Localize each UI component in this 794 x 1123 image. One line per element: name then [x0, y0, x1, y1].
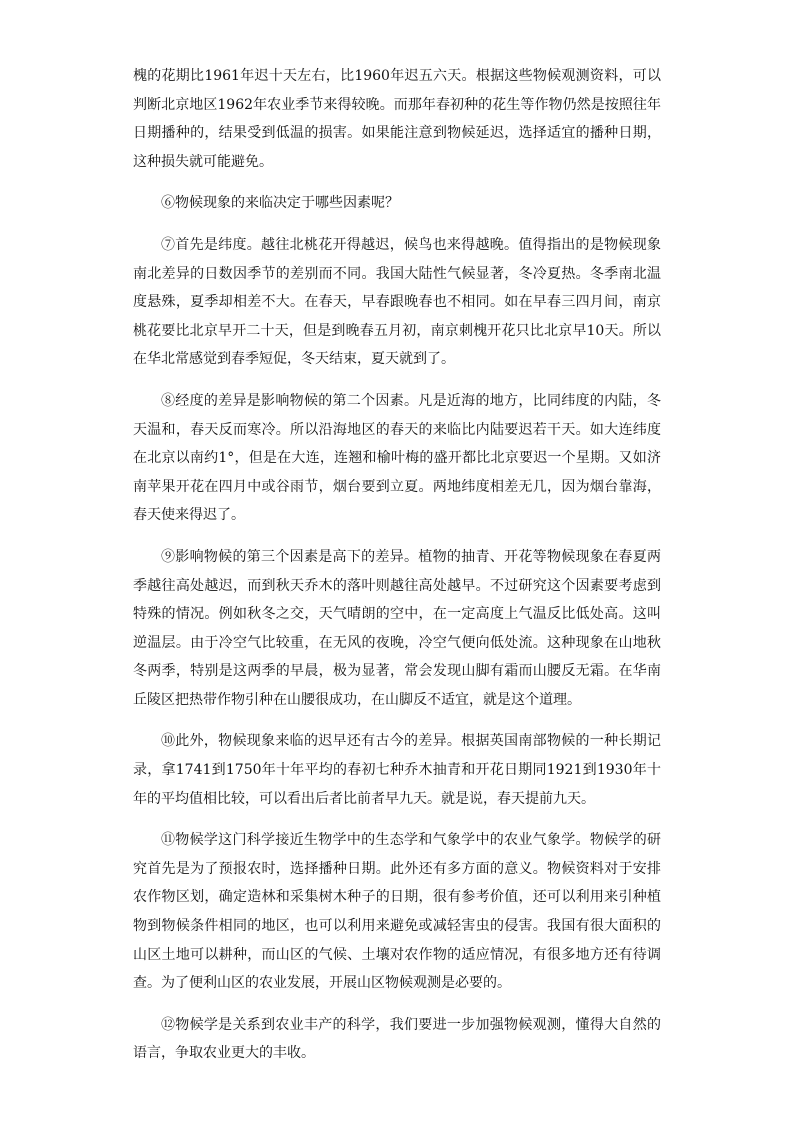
- paragraph-10: ⑩此外，物候现象来临的迟早还有古今的差异。根据英国南部物候的一种长期记录，拿1741到1750年十年平均的春初七种乔木抽青和开花日期同1921到1930年十年的平均值相比较，可以看出后者比前者早九天。就是说，春天提前九天。: [133, 733, 661, 807]
- paragraph-12: ⑫物候学是关系到农业丰产的科学，我们要进一步加强物候观测，懂得大自然的语言，争取农业更大的丰收。: [133, 1016, 661, 1062]
- paragraph-9: ⑨影响物候的第三个因素是高下的差异。植物的抽青、开花等物候现象在春夏两季越往高处越迟，而到秋天乔木的落叶则越往高处越早。不过研究这个因素要考虑到特殊的情况。例如秋冬之交，天气晴朗的空中，在一定高度上气温反比低处高。这叫逆温层。由于冷空气比较重，在无风的夜晚，冷空气便向低处流。这种现象在山地秋冬两季，特别是这两季的早晨，极为显著，常会发现山脚有霜而山腰反无霜。在华南丘陵区把热带作物引种在山腰很成功，在山脚反不适宜，就是这个道理。: [133, 548, 661, 708]
- paragraph-continued: 槐的花期比1961年迟十天左右，比1960年迟五六天。根据这些物候观测资料，可以判断北京地区1962年农业季节来得较晚。而那年春初种的花生等作物仍然是按照往年日期播种的，结果受到低温的损害。如果能注意到物候延迟，选择适宜的播种日期，这种损失就可能避免。: [133, 68, 661, 170]
- paragraph-8: ⑧经度的差异是影响物候的第二个因素。凡是近海的地方，比同纬度的内陆，冬天温和，春天反而寒冷。所以沿海地区的春天的来临比内陆要迟若干天。如大连纬度在北京以南约1°，但是在大连，连翘和榆叶梅的盛开都比北京要迟一个星期。又如济南苹果开花在四月中或谷雨节，烟台要到立夏。两地纬度相差无几，因为烟台靠海，春天使来得迟了。: [133, 392, 661, 524]
- document-body: [133, 62, 661, 1081]
- paragraph-11: ⑪物候学这门科学接近生物学中的生态学和气象学中的农业气象学。物候学的研究首先是为了预报农时，选择播种日期。此外还有多方面的意义。物候资料对于安排农作物区划，确定造林和采集树木种子的日期，很有参考价值，还可以利用来引种植物到物候条件相同的地区，也可以利用来避免或减轻害虫的侵害。我国有很大面积的山区土地可以耕种，而山区的气候、土壤对农作物的适应情况，有很多地方还有待调查。为了便利山区的农业发展，开展山区物候观测是必要的。: [133, 832, 661, 992]
- paragraph-6: ⑥物候现象的来临决定于哪些因素呢？: [161, 195, 399, 212]
- paragraph-7: ⑦首先是纬度。越往北桃花开得越迟，候鸟也来得越晚。值得指出的是物候现象南北差异的日数因季节的差别而不同。我国大陆性气候显著，冬冷夏热。冬季南北温度悬殊，夏季却相差不大。在春天，早春跟晚春也不相同。如在早春三四月间，南京桃花要比北京早开二十天，但是到晚春五月初，南京刺槐开花只比北京早10天。所以在华北常感觉到春季短促，冬天结束，夏天就到了。: [133, 236, 661, 368]
